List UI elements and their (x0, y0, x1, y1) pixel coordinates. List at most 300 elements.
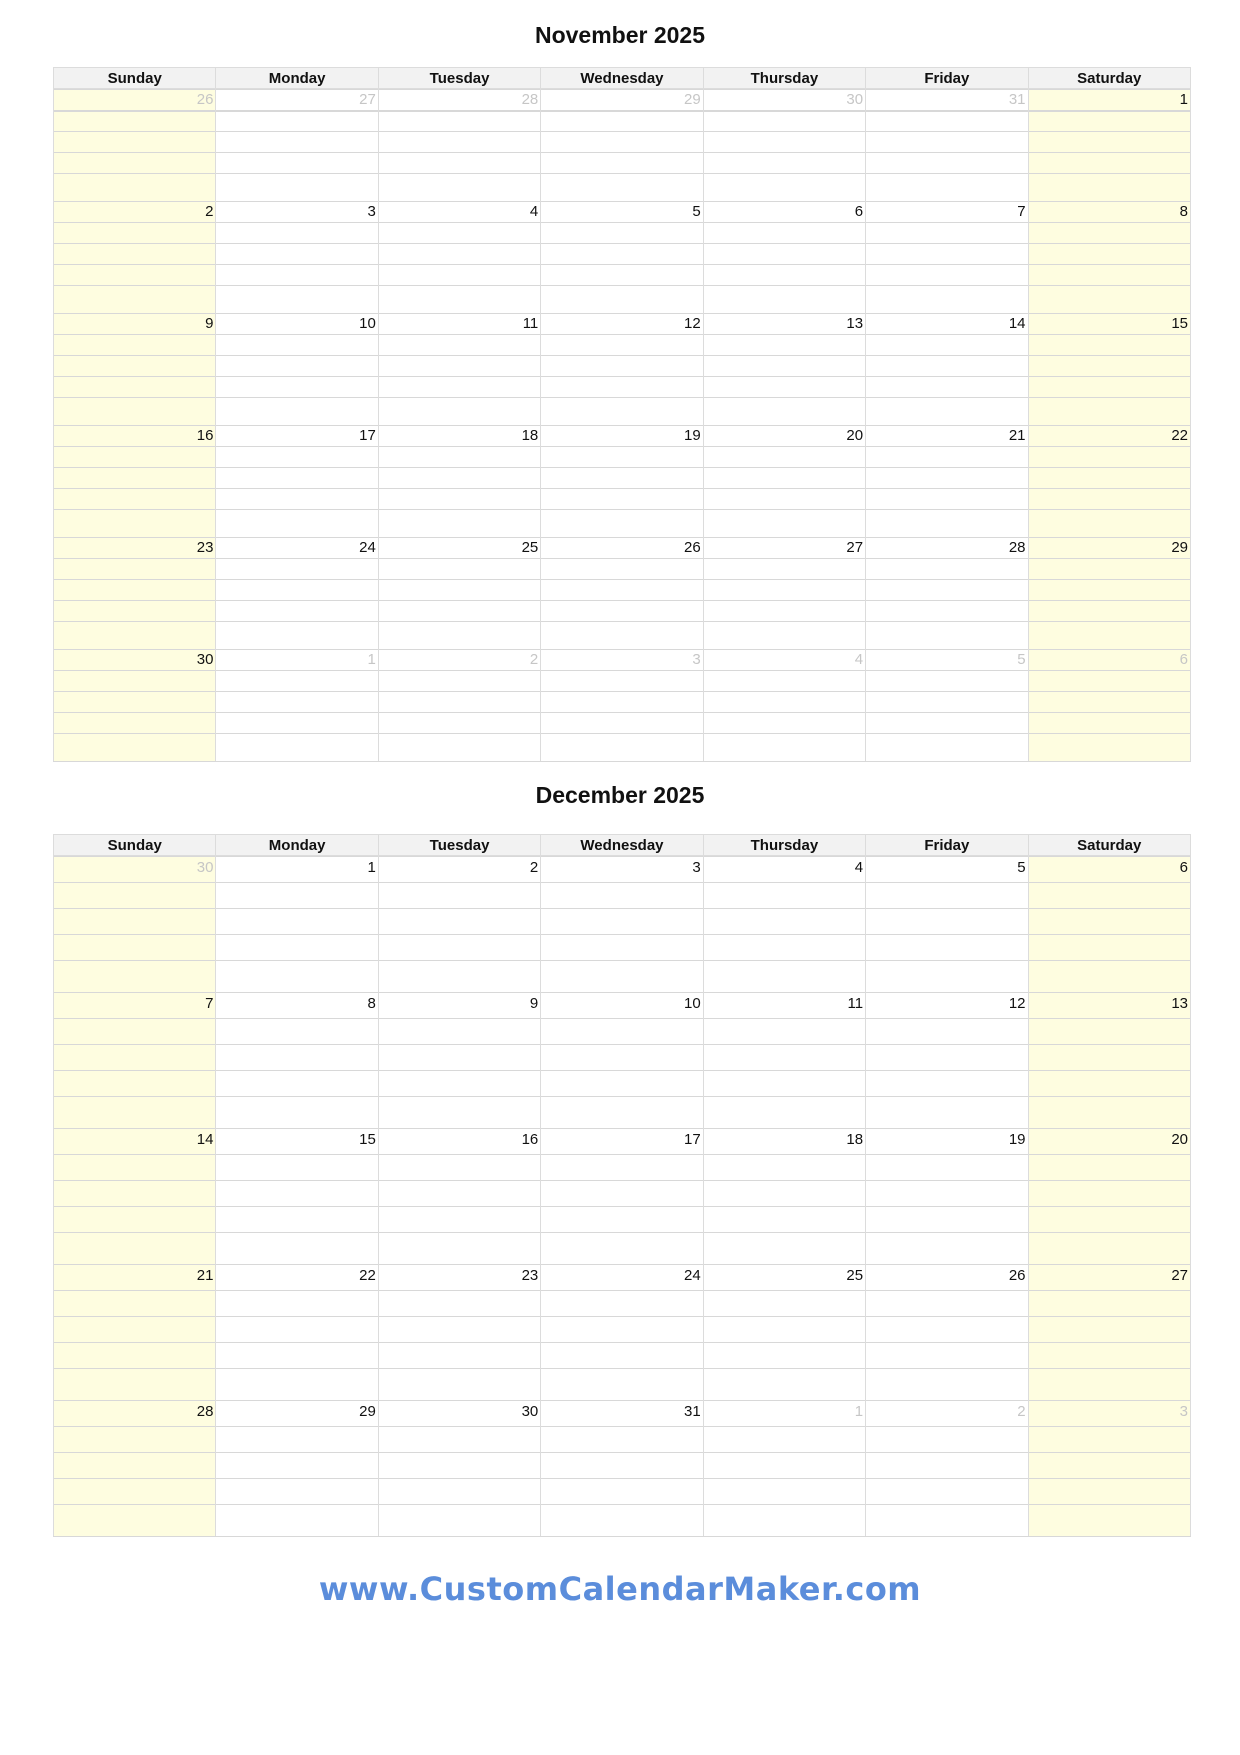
note-line[interactable] (379, 691, 540, 712)
note-line[interactable] (1029, 1426, 1190, 1452)
note-line[interactable] (704, 558, 865, 579)
note-line[interactable] (541, 1342, 702, 1368)
day-cell[interactable] (866, 649, 1028, 762)
note-line[interactable] (866, 1180, 1027, 1206)
note-line[interactable] (54, 1452, 215, 1478)
note-line[interactable] (54, 173, 215, 201)
note-line[interactable] (216, 670, 377, 691)
note-line[interactable] (54, 712, 215, 733)
note-line[interactable] (216, 131, 377, 152)
note-line[interactable] (216, 1342, 377, 1368)
note-line[interactable] (54, 1316, 215, 1342)
note-line[interactable] (379, 1426, 540, 1452)
day-cell[interactable] (866, 1128, 1028, 1264)
day-cell[interactable] (703, 992, 865, 1128)
note-line[interactable] (216, 355, 377, 376)
note-line[interactable] (216, 488, 377, 509)
note-line[interactable] (1029, 579, 1190, 600)
note-line[interactable] (866, 1452, 1027, 1478)
note-line[interactable] (1029, 488, 1190, 509)
day-cell[interactable] (378, 856, 540, 993)
note-line[interactable] (704, 1096, 865, 1128)
note-line[interactable] (866, 1504, 1027, 1536)
note-line[interactable] (54, 285, 215, 313)
note-line[interactable] (541, 131, 702, 152)
note-line[interactable] (379, 1018, 540, 1044)
note-line[interactable] (541, 1044, 702, 1070)
note-line[interactable] (704, 264, 865, 285)
note-line[interactable] (1029, 334, 1190, 355)
note-line[interactable] (866, 222, 1027, 243)
note-line[interactable] (704, 110, 865, 131)
note-line[interactable] (379, 173, 540, 201)
note-line[interactable] (541, 934, 702, 960)
note-line[interactable] (541, 397, 702, 425)
note-line[interactable] (1029, 173, 1190, 201)
day-cell[interactable] (1028, 425, 1190, 537)
note-line[interactable] (541, 1290, 702, 1316)
note-line[interactable] (216, 1478, 377, 1504)
note-line[interactable] (216, 243, 377, 264)
note-line[interactable] (704, 243, 865, 264)
note-line[interactable] (1029, 882, 1190, 908)
day-cell[interactable] (54, 992, 216, 1128)
day-cell[interactable] (54, 1400, 216, 1537)
note-line[interactable] (379, 397, 540, 425)
note-line[interactable] (379, 509, 540, 537)
note-line[interactable] (866, 467, 1027, 488)
day-cell[interactable] (54, 201, 216, 313)
note-line[interactable] (541, 691, 702, 712)
note-line[interactable] (1029, 264, 1190, 285)
note-line[interactable] (866, 1070, 1027, 1096)
day-cell[interactable] (866, 1400, 1028, 1537)
note-line[interactable] (1029, 600, 1190, 621)
note-line[interactable] (1029, 1070, 1190, 1096)
note-line[interactable] (541, 355, 702, 376)
note-line[interactable] (1029, 1290, 1190, 1316)
note-line[interactable] (216, 152, 377, 173)
day-cell[interactable] (866, 89, 1028, 202)
note-line[interactable] (54, 691, 215, 712)
note-line[interactable] (541, 334, 702, 355)
note-line[interactable] (541, 960, 702, 992)
note-line[interactable] (704, 1342, 865, 1368)
note-line[interactable] (541, 110, 702, 131)
note-line[interactable] (704, 285, 865, 313)
note-line[interactable] (541, 509, 702, 537)
day-cell[interactable] (378, 649, 540, 762)
note-line[interactable] (54, 355, 215, 376)
day-cell[interactable] (866, 537, 1028, 649)
note-line[interactable] (704, 882, 865, 908)
note-line[interactable] (216, 509, 377, 537)
note-line[interactable] (216, 334, 377, 355)
note-line[interactable] (216, 1070, 377, 1096)
day-cell[interactable] (541, 1128, 703, 1264)
day-cell[interactable] (1028, 89, 1190, 202)
note-line[interactable] (541, 733, 702, 761)
note-line[interactable] (704, 1368, 865, 1400)
note-line[interactable] (541, 1018, 702, 1044)
day-cell[interactable] (54, 649, 216, 762)
note-line[interactable] (866, 1316, 1027, 1342)
note-line[interactable] (704, 621, 865, 649)
note-line[interactable] (216, 1368, 377, 1400)
note-line[interactable] (379, 467, 540, 488)
day-cell[interactable] (216, 992, 378, 1128)
note-line[interactable] (866, 243, 1027, 264)
note-line[interactable] (54, 488, 215, 509)
day-cell[interactable] (216, 856, 378, 993)
day-cell[interactable] (378, 1400, 540, 1537)
note-line[interactable] (541, 1180, 702, 1206)
note-line[interactable] (1029, 152, 1190, 173)
note-line[interactable] (379, 1342, 540, 1368)
note-line[interactable] (541, 558, 702, 579)
note-line[interactable] (1029, 1180, 1190, 1206)
day-cell[interactable] (378, 425, 540, 537)
note-line[interactable] (541, 376, 702, 397)
note-line[interactable] (1029, 712, 1190, 733)
note-line[interactable] (54, 1478, 215, 1504)
note-line[interactable] (704, 509, 865, 537)
note-line[interactable] (54, 1044, 215, 1070)
day-cell[interactable] (541, 992, 703, 1128)
note-line[interactable] (216, 397, 377, 425)
day-cell[interactable] (54, 313, 216, 425)
note-line[interactable] (1029, 1452, 1190, 1478)
note-line[interactable] (54, 509, 215, 537)
note-line[interactable] (541, 600, 702, 621)
note-line[interactable] (216, 1232, 377, 1264)
note-line[interactable] (216, 1180, 377, 1206)
note-line[interactable] (379, 882, 540, 908)
note-line[interactable] (866, 264, 1027, 285)
note-line[interactable] (379, 131, 540, 152)
note-line[interactable] (54, 334, 215, 355)
day-cell[interactable] (703, 89, 865, 202)
note-line[interactable] (866, 733, 1027, 761)
note-line[interactable] (54, 558, 215, 579)
note-line[interactable] (541, 882, 702, 908)
note-line[interactable] (704, 712, 865, 733)
note-line[interactable] (1029, 1368, 1190, 1400)
note-line[interactable] (216, 173, 377, 201)
day-cell[interactable] (541, 1264, 703, 1400)
day-cell[interactable] (1028, 1128, 1190, 1264)
note-line[interactable] (54, 467, 215, 488)
note-line[interactable] (866, 1426, 1027, 1452)
day-cell[interactable] (54, 1128, 216, 1264)
note-line[interactable] (379, 1044, 540, 1070)
note-line[interactable] (1029, 558, 1190, 579)
day-cell[interactable] (1028, 201, 1190, 313)
day-cell[interactable] (541, 649, 703, 762)
note-line[interactable] (541, 908, 702, 934)
day-cell[interactable] (541, 313, 703, 425)
day-cell[interactable] (54, 425, 216, 537)
note-line[interactable] (704, 488, 865, 509)
note-line[interactable] (1029, 1342, 1190, 1368)
day-cell[interactable] (703, 537, 865, 649)
note-line[interactable] (704, 934, 865, 960)
note-line[interactable] (866, 334, 1027, 355)
note-line[interactable] (216, 1096, 377, 1128)
note-line[interactable] (216, 960, 377, 992)
note-line[interactable] (1029, 1232, 1190, 1264)
note-line[interactable] (704, 467, 865, 488)
note-line[interactable] (54, 1426, 215, 1452)
note-line[interactable] (379, 1504, 540, 1536)
note-line[interactable] (704, 222, 865, 243)
note-line[interactable] (541, 1478, 702, 1504)
note-line[interactable] (1029, 1096, 1190, 1128)
day-cell[interactable] (703, 1128, 865, 1264)
note-line[interactable] (216, 1154, 377, 1180)
note-line[interactable] (704, 579, 865, 600)
note-line[interactable] (866, 670, 1027, 691)
day-cell[interactable] (703, 313, 865, 425)
note-line[interactable] (541, 712, 702, 733)
day-cell[interactable] (866, 425, 1028, 537)
note-line[interactable] (54, 1070, 215, 1096)
note-line[interactable] (216, 908, 377, 934)
day-cell[interactable] (1028, 313, 1190, 425)
note-line[interactable] (866, 712, 1027, 733)
note-line[interactable] (866, 446, 1027, 467)
day-cell[interactable] (541, 425, 703, 537)
note-line[interactable] (704, 1180, 865, 1206)
note-line[interactable] (216, 1452, 377, 1478)
note-line[interactable] (379, 1316, 540, 1342)
day-cell[interactable] (54, 1264, 216, 1400)
note-line[interactable] (866, 621, 1027, 649)
note-line[interactable] (541, 264, 702, 285)
note-line[interactable] (541, 243, 702, 264)
note-line[interactable] (54, 1368, 215, 1400)
note-line[interactable] (379, 222, 540, 243)
note-line[interactable] (216, 621, 377, 649)
note-line[interactable] (54, 1206, 215, 1232)
note-line[interactable] (704, 1316, 865, 1342)
note-line[interactable] (1029, 397, 1190, 425)
day-cell[interactable] (1028, 537, 1190, 649)
note-line[interactable] (54, 1096, 215, 1128)
note-line[interactable] (704, 1426, 865, 1452)
note-line[interactable] (1029, 670, 1190, 691)
note-line[interactable] (54, 670, 215, 691)
note-line[interactable] (704, 376, 865, 397)
note-line[interactable] (866, 285, 1027, 313)
note-line[interactable] (216, 1316, 377, 1342)
note-line[interactable] (541, 1368, 702, 1400)
note-line[interactable] (54, 1290, 215, 1316)
note-line[interactable] (866, 1232, 1027, 1264)
day-cell[interactable] (216, 201, 378, 313)
note-line[interactable] (541, 467, 702, 488)
note-line[interactable] (541, 446, 702, 467)
note-line[interactable] (216, 882, 377, 908)
note-line[interactable] (379, 908, 540, 934)
note-line[interactable] (54, 579, 215, 600)
note-line[interactable] (216, 285, 377, 313)
day-cell[interactable] (866, 201, 1028, 313)
note-line[interactable] (379, 264, 540, 285)
day-cell[interactable] (378, 1128, 540, 1264)
note-line[interactable] (866, 1368, 1027, 1400)
note-line[interactable] (1029, 243, 1190, 264)
note-line[interactable] (379, 1154, 540, 1180)
note-line[interactable] (379, 1478, 540, 1504)
day-cell[interactable] (541, 201, 703, 313)
note-line[interactable] (866, 1342, 1027, 1368)
note-line[interactable] (1029, 1478, 1190, 1504)
note-line[interactable] (704, 733, 865, 761)
note-line[interactable] (54, 1232, 215, 1264)
note-line[interactable] (866, 110, 1027, 131)
day-cell[interactable] (378, 1264, 540, 1400)
note-line[interactable] (54, 1018, 215, 1044)
note-line[interactable] (54, 131, 215, 152)
note-line[interactable] (216, 1426, 377, 1452)
note-line[interactable] (216, 110, 377, 131)
note-line[interactable] (541, 1206, 702, 1232)
day-cell[interactable] (54, 537, 216, 649)
note-line[interactable] (379, 600, 540, 621)
day-cell[interactable] (216, 1400, 378, 1537)
day-cell[interactable] (703, 856, 865, 993)
note-line[interactable] (379, 621, 540, 649)
note-line[interactable] (541, 621, 702, 649)
note-line[interactable] (216, 733, 377, 761)
note-line[interactable] (704, 397, 865, 425)
note-line[interactable] (379, 285, 540, 313)
note-line[interactable] (866, 397, 1027, 425)
day-cell[interactable] (866, 313, 1028, 425)
note-line[interactable] (54, 152, 215, 173)
note-line[interactable] (1029, 355, 1190, 376)
day-cell[interactable] (216, 1128, 378, 1264)
note-line[interactable] (704, 1018, 865, 1044)
note-line[interactable] (1029, 733, 1190, 761)
note-line[interactable] (704, 908, 865, 934)
day-cell[interactable] (216, 425, 378, 537)
note-line[interactable] (866, 173, 1027, 201)
day-cell[interactable] (378, 201, 540, 313)
note-line[interactable] (216, 558, 377, 579)
note-line[interactable] (379, 355, 540, 376)
note-line[interactable] (866, 1018, 1027, 1044)
note-line[interactable] (379, 1070, 540, 1096)
day-cell[interactable] (54, 856, 216, 993)
note-line[interactable] (704, 131, 865, 152)
note-line[interactable] (866, 355, 1027, 376)
note-line[interactable] (1029, 1206, 1190, 1232)
day-cell[interactable] (54, 89, 216, 202)
note-line[interactable] (1029, 621, 1190, 649)
note-line[interactable] (54, 446, 215, 467)
note-line[interactable] (866, 1154, 1027, 1180)
note-line[interactable] (379, 1180, 540, 1206)
day-cell[interactable] (703, 649, 865, 762)
day-cell[interactable] (541, 1400, 703, 1537)
note-line[interactable] (216, 1504, 377, 1536)
day-cell[interactable] (1028, 992, 1190, 1128)
note-line[interactable] (1029, 1044, 1190, 1070)
note-line[interactable] (379, 1452, 540, 1478)
note-line[interactable] (704, 1504, 865, 1536)
note-line[interactable] (1029, 110, 1190, 131)
day-cell[interactable] (216, 89, 378, 202)
note-line[interactable] (216, 264, 377, 285)
note-line[interactable] (704, 446, 865, 467)
day-cell[interactable] (378, 89, 540, 202)
note-line[interactable] (866, 579, 1027, 600)
note-line[interactable] (1029, 222, 1190, 243)
note-line[interactable] (1029, 376, 1190, 397)
note-line[interactable] (866, 934, 1027, 960)
note-line[interactable] (866, 376, 1027, 397)
note-line[interactable] (704, 600, 865, 621)
note-line[interactable] (866, 1206, 1027, 1232)
day-cell[interactable] (216, 649, 378, 762)
note-line[interactable] (541, 1154, 702, 1180)
note-line[interactable] (1029, 908, 1190, 934)
note-line[interactable] (866, 882, 1027, 908)
note-line[interactable] (866, 152, 1027, 173)
note-line[interactable] (704, 152, 865, 173)
note-line[interactable] (216, 691, 377, 712)
note-line[interactable] (216, 600, 377, 621)
day-cell[interactable] (703, 425, 865, 537)
note-line[interactable] (866, 600, 1027, 621)
note-line[interactable] (216, 376, 377, 397)
note-line[interactable] (866, 509, 1027, 537)
note-line[interactable] (866, 691, 1027, 712)
note-line[interactable] (379, 670, 540, 691)
note-line[interactable] (216, 446, 377, 467)
note-line[interactable] (704, 1044, 865, 1070)
note-line[interactable] (541, 285, 702, 313)
note-line[interactable] (866, 1044, 1027, 1070)
note-line[interactable] (54, 621, 215, 649)
note-line[interactable] (866, 131, 1027, 152)
day-cell[interactable] (216, 1264, 378, 1400)
note-line[interactable] (54, 960, 215, 992)
note-line[interactable] (379, 1096, 540, 1128)
note-line[interactable] (54, 397, 215, 425)
day-cell[interactable] (866, 992, 1028, 1128)
note-line[interactable] (704, 173, 865, 201)
note-line[interactable] (379, 1368, 540, 1400)
note-line[interactable] (541, 173, 702, 201)
day-cell[interactable] (378, 537, 540, 649)
day-cell[interactable] (1028, 649, 1190, 762)
note-line[interactable] (379, 110, 540, 131)
note-line[interactable] (379, 243, 540, 264)
note-line[interactable] (379, 1232, 540, 1264)
note-line[interactable] (541, 1096, 702, 1128)
note-line[interactable] (54, 908, 215, 934)
note-line[interactable] (541, 670, 702, 691)
note-line[interactable] (54, 733, 215, 761)
note-line[interactable] (54, 600, 215, 621)
note-line[interactable] (379, 579, 540, 600)
day-cell[interactable] (216, 537, 378, 649)
day-cell[interactable] (1028, 856, 1190, 993)
note-line[interactable] (54, 934, 215, 960)
